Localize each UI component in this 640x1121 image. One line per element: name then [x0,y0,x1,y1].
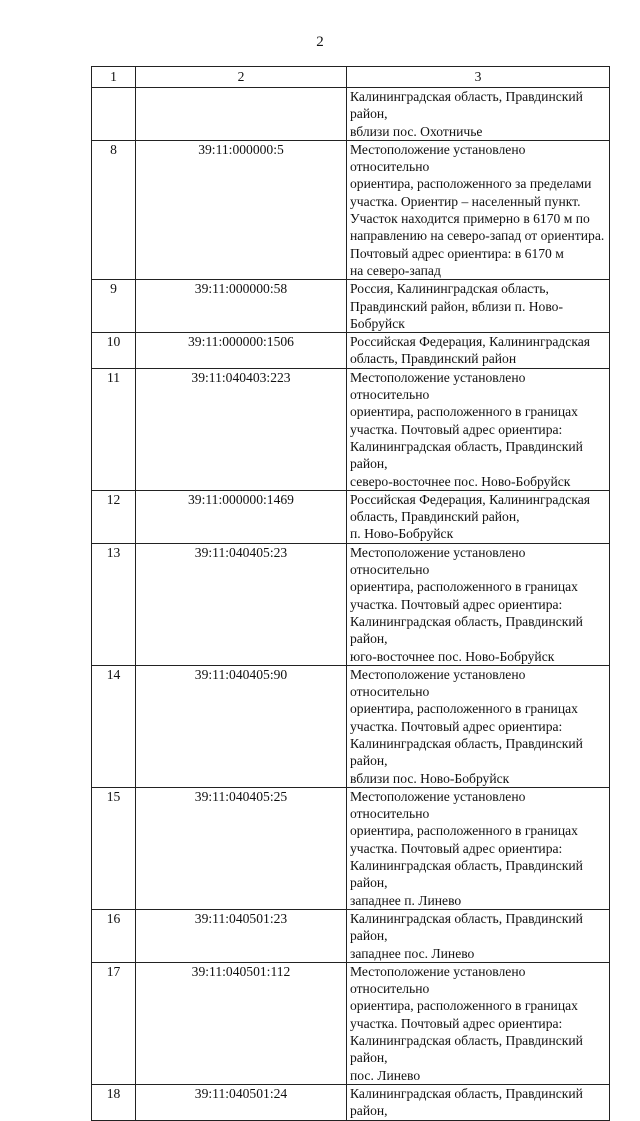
row-number: 16 [92,909,136,962]
header-col-3: 3 [347,67,610,88]
table-row [92,490,610,543]
location-description: Местоположение установлено относительно ориентира, расположенного в границах участка. Почтовый адрес ориентира: Калининградская область, Правдинский район, вблизи пос. Ново-Бобруйск [347,665,610,787]
row-number: 10 [92,333,136,369]
row-number: 15 [92,787,136,909]
location-description: Россия, Калининградская область, Правдинский район, вблизи п. Ново-Бобруйск [347,280,610,333]
cadastral-number: 39:11:000000:1506 [136,333,347,369]
row-number: 12 [92,490,136,543]
parcels-table [91,66,610,1121]
row-number: 13 [92,543,136,665]
cadastral-number: 39:11:040405:90 [136,665,347,787]
table-row [92,88,610,141]
location-description: Местоположение установлено относительно ориентира, расположенного в границах участка. Почтовый адрес ориентира: Калининградская область, Правдинский район, западнее п. Линево [347,787,610,909]
table-row [92,909,610,962]
page-number: 2 [316,34,324,50]
location-description: Калининградская область, Правдинский район, западнее пос. Линево [347,909,610,962]
location-description: Местоположение установлено относительно ориентира, расположенного в границах участка. Почтовый адрес ориентира: Калининградская область, Правдинский район, пос. Линево [347,962,610,1084]
table-row [92,962,610,1084]
cadastral-number: 39:11:000000:1469 [136,490,347,543]
location-description: Местоположение установлено относительно ориентира, расположенного за пределами участка. Ориентир – населенный пункт. Участок находится примерно в 6170 м по направлению на северо-запад от ориентира. Почтовый адрес ориентира: в 6170 м на северо-запад [347,140,610,279]
location-description: Российская Федерация, Калининградская область, Правдинский район [347,333,610,369]
cadastral-number: 39:11:040501:112 [136,962,347,1084]
table-row [92,333,610,369]
row-number: 11 [92,368,136,490]
table-row [92,140,610,279]
header-col-1: 1 [92,67,136,88]
location-description: Калининградская область, Правдинский район, вблизи пос. Охотничье [347,88,610,141]
row-number: 17 [92,962,136,1084]
row-number: 14 [92,665,136,787]
cadastral-number: 39:11:000000:5 [136,140,347,279]
location-description: Местоположение установлено относительно ориентира, расположенного в границах участка. Почтовый адрес ориентира: Калининградская область, Правдинский район, юго-восточнее пос. Ново-Бобруйск [347,543,610,665]
location-description: Российская Федерация, Калининградская область, Правдинский район, п. Ново-Бобруйск [347,490,610,543]
table-row [92,543,610,665]
header-col-2: 2 [136,67,347,88]
table-row [92,665,610,787]
table-row [92,280,610,333]
row-number: 18 [92,1084,136,1120]
cadastral-number: 39:11:040405:25 [136,787,347,909]
cadastral-number [136,88,347,141]
cadastral-number: 39:11:040501:24 [136,1084,347,1120]
location-description: Калининградская область, Правдинский район, [347,1084,610,1120]
row-number [92,88,136,141]
cadastral-number: 39:11:000000:58 [136,280,347,333]
location-description: Местоположение установлено относительно ориентира, расположенного в границах участка. Почтовый адрес ориентира: Калининградская область, Правдинский район, северо-восточнее пос. Ново-Бобруйск [347,368,610,490]
table-header-row [92,67,610,88]
table-row [92,1084,610,1120]
cadastral-number: 39:11:040501:23 [136,909,347,962]
cadastral-number: 39:11:040405:23 [136,543,347,665]
table-row [92,368,610,490]
cadastral-number: 39:11:040403:223 [136,368,347,490]
row-number: 9 [92,280,136,333]
row-number: 8 [92,140,136,279]
table-row [92,787,610,909]
